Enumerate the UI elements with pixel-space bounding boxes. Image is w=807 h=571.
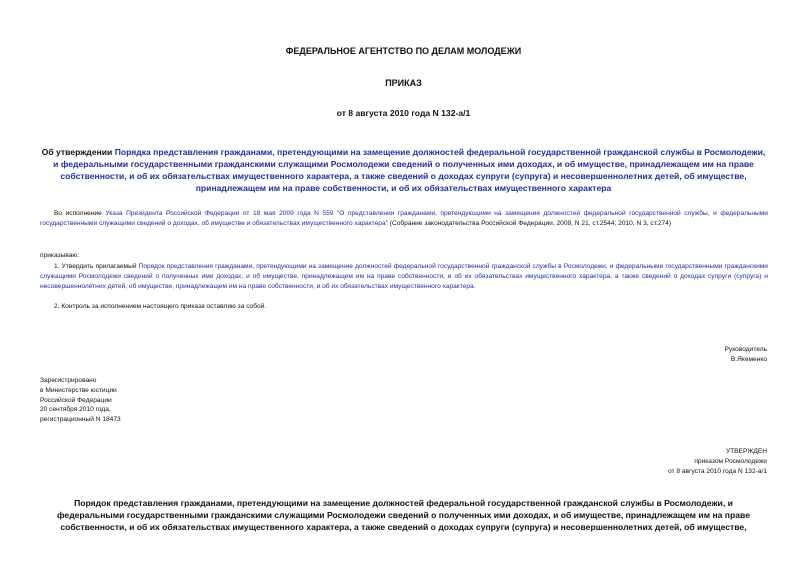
- signature-position: Руководитель: [724, 346, 767, 353]
- signature-name: В.Якеменко: [730, 355, 767, 363]
- item-1-link[interactable]: Порядок представления гражданами, претендующими на замещение должностей федеральной государственной гражданской службы в Росмолодежи, и федеральными государственными гражданскими служащими Росмолодежи сведений о полученных ими доходах, и об имуществе, принадлежащем им на праве собственности, и об их обязательствах имущественного характера, а также сведений о доходах супруги (супруга) и несовершеннолетних детей, об имуществе, принадлежащем им на праве собственности, и об их обязательствах имущественного характера.: [40, 263, 768, 290]
- registration-line-3: Российской Федерации: [40, 396, 112, 404]
- order-word: приказываю:: [40, 252, 80, 259]
- preamble-paragraph: [40, 209, 768, 229]
- approved-line-2: приказом Росмолодежи: [694, 457, 767, 465]
- item-2-text: 2. Контроль за исполнением настоящего приказа оставляю за собой.: [54, 303, 267, 310]
- approved-block: [668, 447, 767, 476]
- agency-heading: ФЕДЕРАЛЬНОЕ АГЕНТСТВО ПО ДЕЛАМ МОЛОДЕЖИ: [285, 46, 522, 56]
- preamble-prefix: Во исполнение: [54, 210, 106, 217]
- registration-block: [40, 376, 121, 425]
- registration-line-2: в Министерстве юстиции: [40, 386, 117, 394]
- title-prefix: Об утверждении: [41, 147, 115, 157]
- registration-line-4: 20 сентября 2010 года,: [40, 406, 111, 414]
- registration-line-1: Зарегистрировано: [40, 377, 97, 384]
- approved-line-1: УТВЕРЖДЕН: [725, 448, 767, 455]
- item-1-paragraph: [40, 262, 768, 291]
- document-title: [40, 146, 767, 194]
- preamble-link[interactable]: Указа Президента Российской Федерации от 18 мая 2009 года N 559 "О представлении гражданами, претендующими на замещение должностей федеральной государственной службы, и федеральными государственными служащими сведений о доходах, об имуществе и обязательствах имущественного характера": [40, 210, 768, 227]
- annex-title: Порядок представления гражданами, претендующими на замещение должностей федеральной государственной гражданской службы в Росмолодежи, и федеральными государственными гражданскими служащими Росмолодежи сведений о полученных ими доходах, и об имуществе, принадлежащем им на праве собственности, и об их обязательствах имущественного характера, а также сведений о доходах супруги (супруга) и несовершеннолетних детей, об имуществе,: [57, 498, 750, 532]
- item-2-paragraph: [40, 302, 768, 312]
- registration-line-5: регистрационный N 18473: [40, 416, 121, 424]
- doc-type-heading: ПРИКАЗ: [385, 78, 422, 88]
- doc-date: от 8 августа 2010 года N 132-а/1: [336, 108, 471, 118]
- item-1-prefix: 1. Утвердить прилагаемый: [54, 263, 139, 270]
- approved-line-3: от 8 августа 2010 года N 132-а/1: [668, 467, 767, 475]
- signature-block: [725, 345, 767, 365]
- title-link[interactable]: Порядка представления гражданами, претендующими на замещение должностей федеральной государственной гражданской службы в Росмолодежи, и федеральными государственными гражданскими служащими Росмолодежи сведений о полученных ими доходах, и об имуществе, принадлежащем им на праве собственности, и об их обязательствах имущественного характера, а также сведений о доходах супруги (супруга) и несовершеннолетних детей, об имуществе, принадлежащем им на праве собственности, и об их обязательствах имущественного характера: [53, 147, 766, 193]
- preamble-suffix: (Собрание законодательства Российской Федерации, 2009, N 21, ст.2544; 2010, N 3, ст.274): [387, 219, 672, 227]
